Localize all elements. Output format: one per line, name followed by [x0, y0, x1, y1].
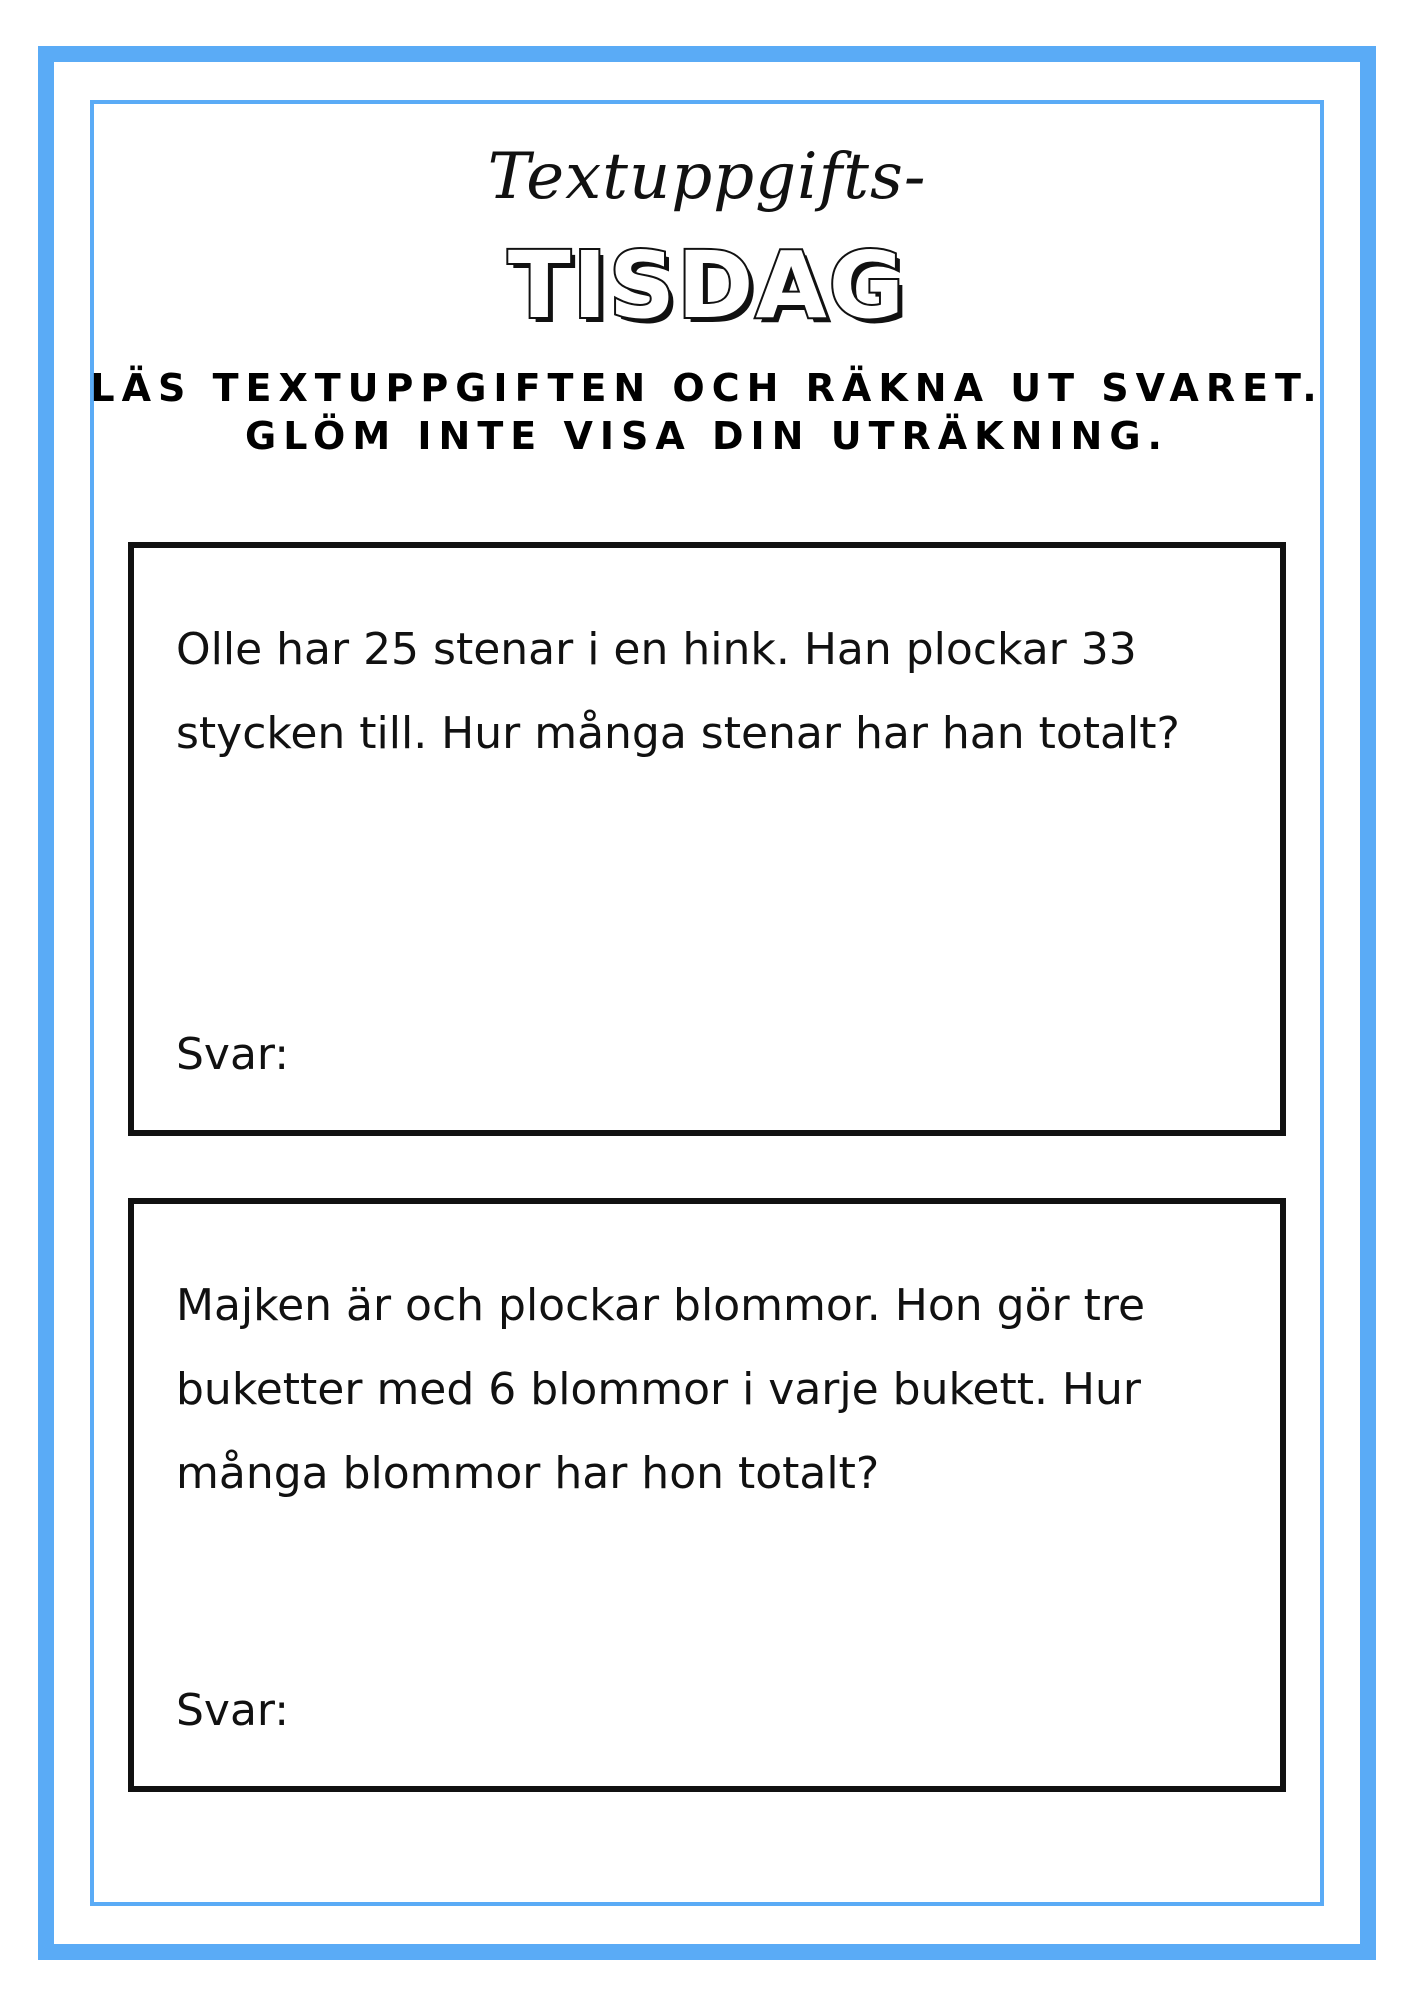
instructions — [0, 364, 1414, 460]
title-script: Textuppgifts- — [487, 140, 927, 214]
task-box-2 — [128, 1198, 1286, 1792]
answer-label-2: Svar: — [176, 1685, 290, 1736]
instruction-line-2: GLÖM INTE VISA DIN UTRÄKNING. — [245, 414, 1169, 458]
instruction-line-1: LÄS TEXTUPPGIFTEN OCH RÄKNA UT SVARET. — [90, 366, 1324, 410]
task-text-2: Majken är och plockar blommor. Hon gör tre buketter med 6 blommor i varje bukett. Hur många blommor har hon totalt? — [176, 1280, 1146, 1499]
task-text-1: Olle har 25 stenar i en hink. Han plockar 33 stycken till. Hur många stenar har han totalt? — [176, 624, 1180, 759]
title-weekday: TISDAG — [507, 232, 907, 339]
task-box-1 — [128, 542, 1286, 1136]
answer-label-1: Svar: — [176, 1029, 290, 1080]
